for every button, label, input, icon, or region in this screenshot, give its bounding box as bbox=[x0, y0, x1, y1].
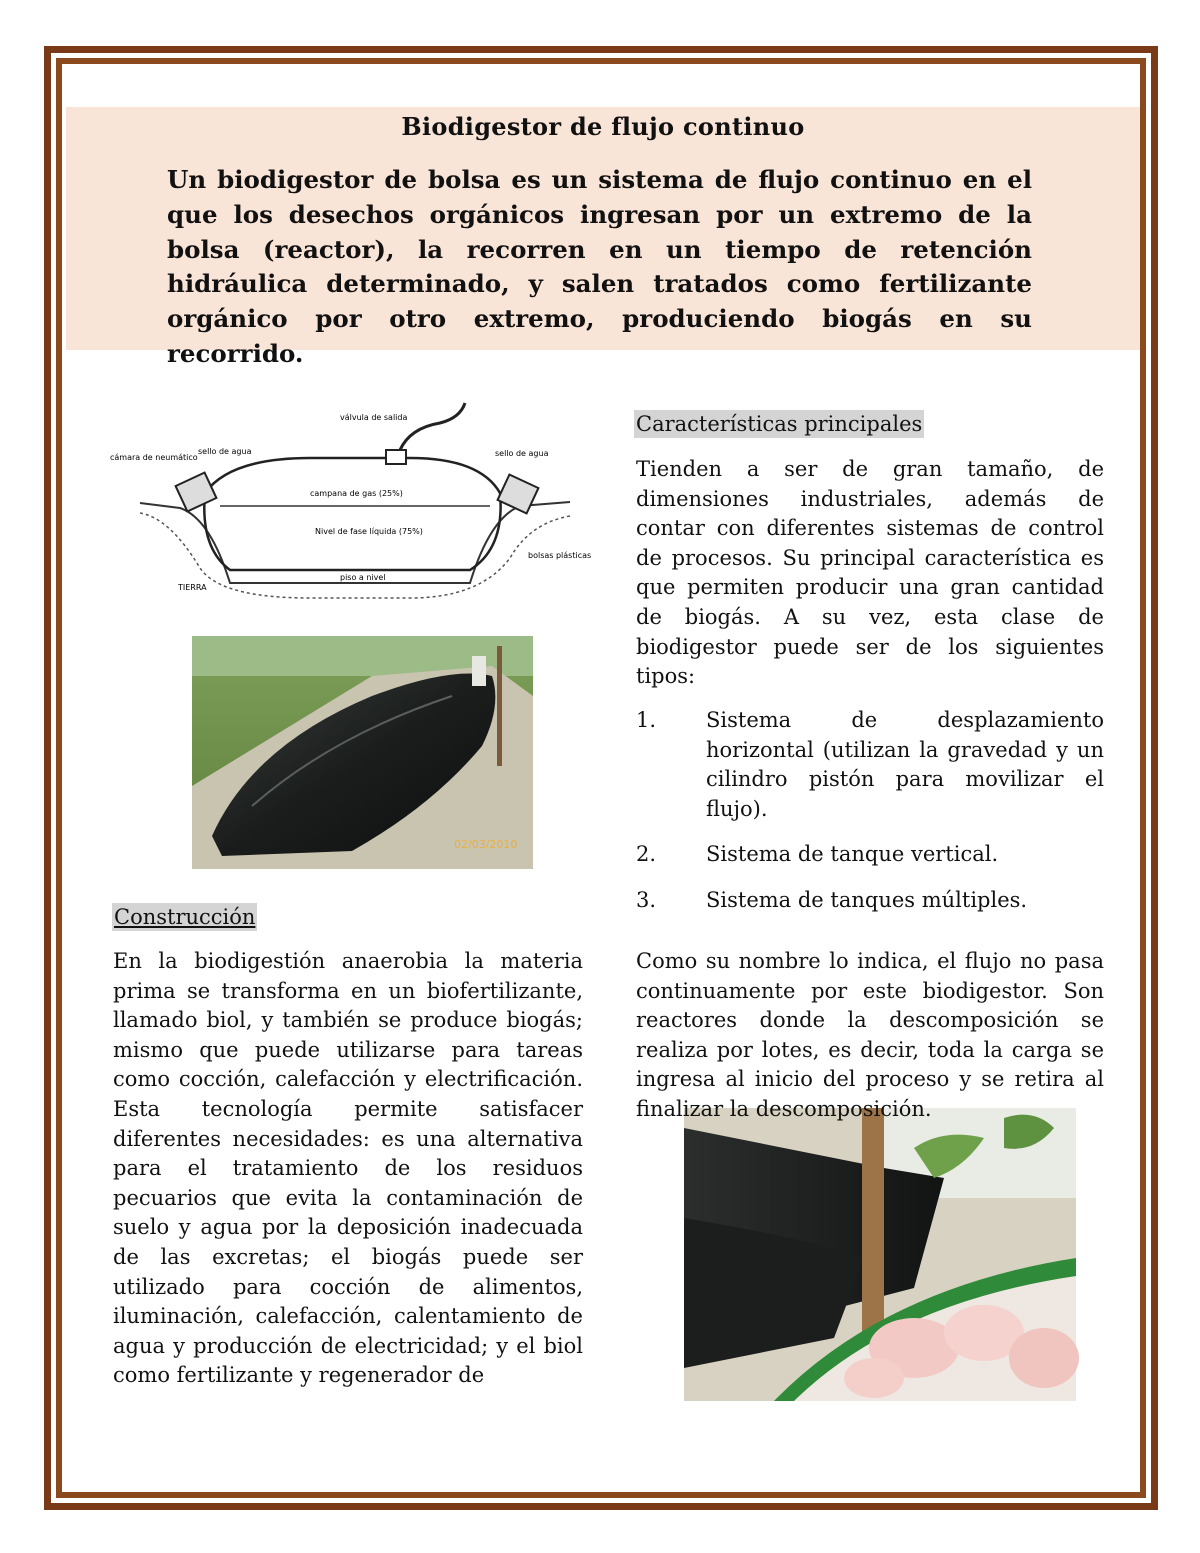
diagram-label-campana: campana de gas (25%) bbox=[310, 489, 403, 498]
lotes-paragraph: Como su nombre lo indica, el flujo no pasa continuamente por este biodigestor. Son reactores donde la descomposición se realiza por lotes, es decir, toda la carga se ingresa al inicio del proceso y se retira al finalizar la descomposición. bbox=[636, 949, 1104, 1121]
diagram-label-sello-left: sello de agua bbox=[198, 447, 252, 456]
diagram-label-valvula: válvula de salida bbox=[340, 413, 408, 422]
diagram-label-bolsas: bolsas plásticas bbox=[528, 551, 592, 560]
diagram-label-nivel: Nivel de fase líquida (75%) bbox=[315, 527, 423, 536]
photo1-date-stamp: 02/03/2010 bbox=[454, 838, 518, 851]
biodigestor-diagram bbox=[110, 398, 592, 604]
tipos-list bbox=[636, 706, 1104, 916]
pigs-biodigester-photo bbox=[684, 1108, 1076, 1401]
caracteristicas-paragraph: Tienden a ser de gran tamaño, de dimensiones industriales, además de contar con diferentes sistemas de control de procesos. Su principal característica es que permiten producir una gran cantidad de biogás. A su vez, esta clase de biodigestor puede ser de los siguientes tipos: bbox=[636, 457, 1104, 689]
diagram-label-camara: cámara de neumático bbox=[110, 453, 198, 462]
intro-paragraph: Un biodigestor de bolsa es un sistema de flujo continuo en el que los desechos orgánicos ingresan por un extremo de la bolsa (reactor), la recorren en un tiempo de retención hidráulica determinado, y salen tratados como fertilizante orgánico por otro extremo, produciendo biogás en su recorrido. bbox=[167, 165, 1032, 368]
construccion-paragraph: En la biodigestión anaerobia la materia prima se transforma en un biofertilizante, llamado biol, y también se produce biogás; mismo que puede utilizarse para tareas como cocción, calefacción y electrificación. Esta tecnología permite satisfacer diferentes necesidades: es una alternativa para el tratamiento de los residuos pecuarios que evita la contaminación de suelo y agua por la deposición inadecuada de las excretas; el biogás puede ser utilizado para cocción de alimentos, iluminación, calefacción, calentamiento de agua y producción de electricidad; y el biol como fertilizante y regenerador de bbox=[113, 949, 583, 1388]
biodigester-photo bbox=[192, 636, 533, 869]
diagram-label-piso: piso a nivel bbox=[340, 573, 386, 582]
caracteristicas-heading: Características principales bbox=[636, 412, 923, 436]
diagram-label-tierra: TIERRA bbox=[178, 583, 207, 592]
construccion-heading: Construcción bbox=[114, 905, 256, 929]
list-item-text: Sistema de tanques múltiples. bbox=[706, 887, 1028, 912]
page-title: Biodigestor de flujo continuo bbox=[401, 112, 805, 141]
list-item bbox=[636, 886, 1104, 916]
diagram-label-sello-right: sello de agua bbox=[495, 449, 549, 458]
list-item-number: 2. bbox=[636, 842, 657, 867]
list-item bbox=[636, 840, 1104, 870]
list-item-number: 1. bbox=[636, 708, 657, 732]
list-item-text: Sistema de tanque vertical. bbox=[706, 842, 999, 867]
list-item-text: Sistema de desplazamiento horizontal (utilizan la gravedad y un cilindro pistón para movilizar el flujo). bbox=[706, 708, 1104, 821]
list-item-number: 3. bbox=[636, 887, 657, 912]
list-item bbox=[636, 706, 1104, 824]
